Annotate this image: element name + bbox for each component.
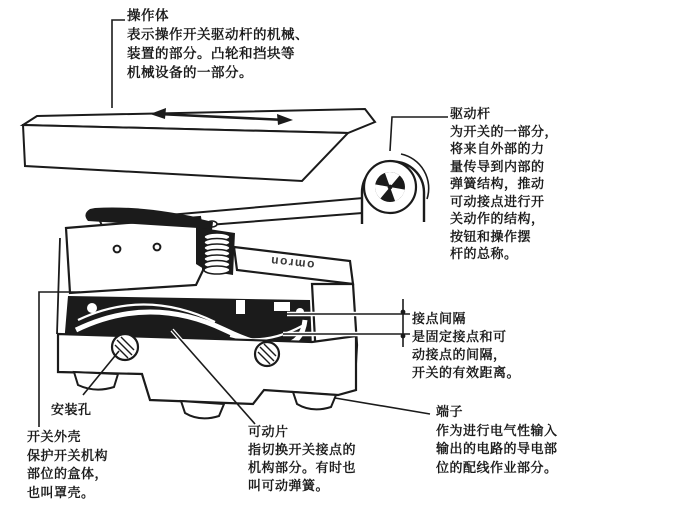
label-contact-gap: 接点间隔 是固定接点和可 动接点的间隔， 开关的有效距离。 — [412, 311, 521, 380]
mounting-hole-right — [255, 342, 279, 366]
brand-text: omron — [268, 253, 316, 273]
cover-screw-hole-right — [154, 244, 161, 251]
terminal-3 — [293, 392, 336, 409]
label-title: 安装孔 — [51, 402, 92, 417]
label-title: 端子 — [436, 404, 464, 419]
leader-operating-body — [112, 20, 125, 108]
leader-terminal — [335, 398, 430, 414]
roller — [364, 161, 416, 213]
cover-screw-hole-left — [114, 246, 121, 253]
leader-actuator-lever — [390, 117, 448, 151]
label-title: 开关外壳 — [27, 429, 82, 444]
mounting-hole-left — [112, 334, 138, 360]
label-movable-piece: 可动片 指切换开关接点的 机构部分。有时也 叫可动弹簧。 — [248, 424, 357, 493]
terminal-2 — [181, 401, 224, 418]
cover-right-band — [234, 247, 353, 284]
label-switch-housing: 开关外壳 保护开关机构 部位的盒体， 也叫罩壳。 — [27, 429, 109, 500]
fixed-contact — [87, 303, 97, 313]
label-title: 接点间隔 — [412, 311, 467, 326]
label-title: 操作体 — [127, 8, 169, 23]
label-operating-body: 操作体 表示操作开关驱动杆的机械、 装置的部分。凸轮和挡块等 机械设备的一部分。 — [127, 8, 309, 80]
label-title: 驱动杆 — [450, 106, 491, 121]
terminal-1 — [74, 372, 118, 390]
coil-spring — [202, 228, 235, 275]
movable-contact — [274, 302, 290, 311]
label-title: 可动片 — [248, 424, 289, 439]
operating-plate — [23, 108, 375, 181]
label-actuator-lever: 驱动杆 为开关的一部分， 将来自外部的力 量传导到内部的 弹簧结构，推动 可动接点进行开 关动作的结构， 按钮和操作摆 杆的总称。 — [450, 106, 559, 261]
label-mounting-hole — [51, 399, 92, 418]
label-terminal: 端子 作为进行电气性输入 输出的电路的导电部 位的配线作业部分。 — [436, 404, 558, 475]
